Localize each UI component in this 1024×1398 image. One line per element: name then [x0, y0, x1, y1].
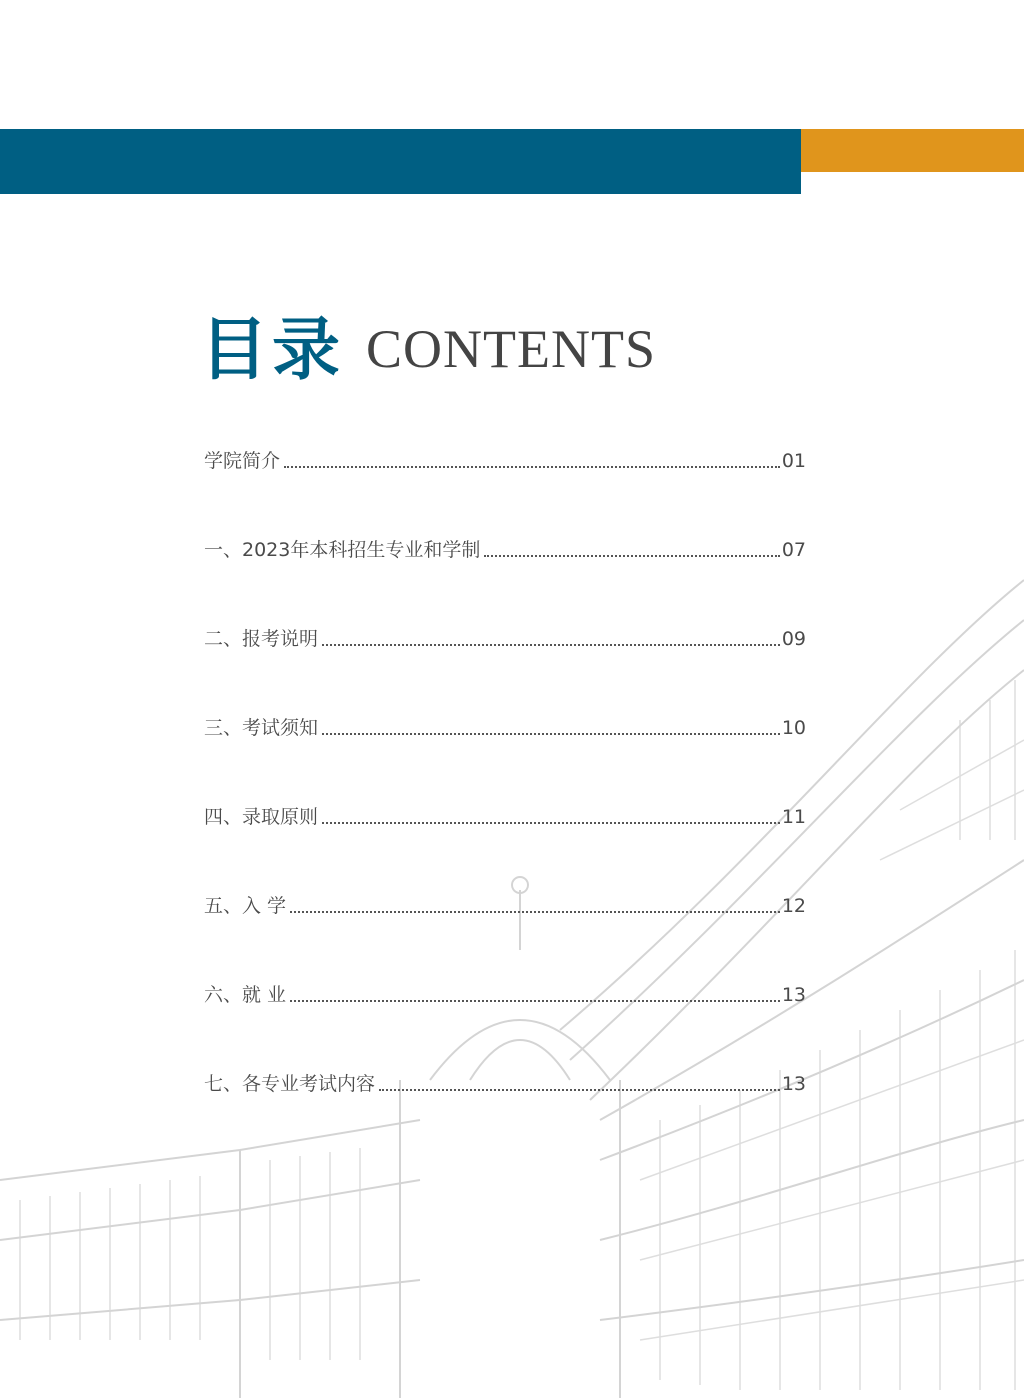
- toc-entry-title: 三、考试须知: [204, 717, 319, 739]
- table-of-contents: [204, 446, 806, 1158]
- toc-entry-employment[interactable]: [204, 980, 806, 1069]
- toc-page-number: 12: [781, 895, 806, 917]
- toc-page-number: 07: [781, 539, 806, 561]
- heading-cn: 目录: [200, 310, 345, 390]
- toc-entry-exam-content[interactable]: [204, 1069, 806, 1158]
- toc-page-number: 13: [781, 984, 806, 1006]
- toc-dot-leader: [290, 980, 780, 1002]
- toc-entry-admission[interactable]: [204, 802, 806, 891]
- toc-entry-title: 一、2023年本科招生专业和学制: [204, 539, 481, 561]
- toc-page-number: 01: [781, 450, 806, 472]
- toc-dot-leader: [484, 535, 779, 557]
- toc-dot-leader: [322, 713, 780, 735]
- toc-entry-enrollment[interactable]: [204, 891, 806, 980]
- toc-page-number: 13: [781, 1073, 806, 1095]
- heading-en: CONTENTS: [366, 319, 657, 379]
- header-band-orange: [801, 129, 1024, 172]
- toc-entry-title: 六、就 业: [204, 984, 287, 1006]
- toc-dot-leader: [322, 624, 780, 646]
- toc-dot-leader: [284, 446, 780, 468]
- toc-entry-title: 学院简介: [204, 450, 281, 472]
- toc-entry-exam-notes[interactable]: [204, 713, 806, 802]
- toc-entry-title: 七、各专业考试内容: [204, 1073, 376, 1095]
- header-band-blue: [0, 129, 801, 194]
- toc-entry-majors[interactable]: [204, 535, 806, 624]
- toc-entry-title: 四、录取原则: [204, 806, 319, 828]
- toc-dot-leader: [379, 1069, 780, 1091]
- contents-heading: [200, 300, 656, 390]
- toc-page-number: 10: [781, 717, 806, 739]
- toc-entry-application[interactable]: [204, 624, 806, 713]
- toc-entry-intro[interactable]: [204, 446, 806, 535]
- toc-entry-title: 五、入 学: [204, 895, 287, 917]
- toc-page-number: 11: [781, 806, 806, 828]
- toc-entry-title: 二、报考说明: [204, 628, 319, 650]
- toc-dot-leader: [290, 891, 780, 913]
- toc-dot-leader: [322, 802, 780, 824]
- toc-page-number: 09: [781, 628, 806, 650]
